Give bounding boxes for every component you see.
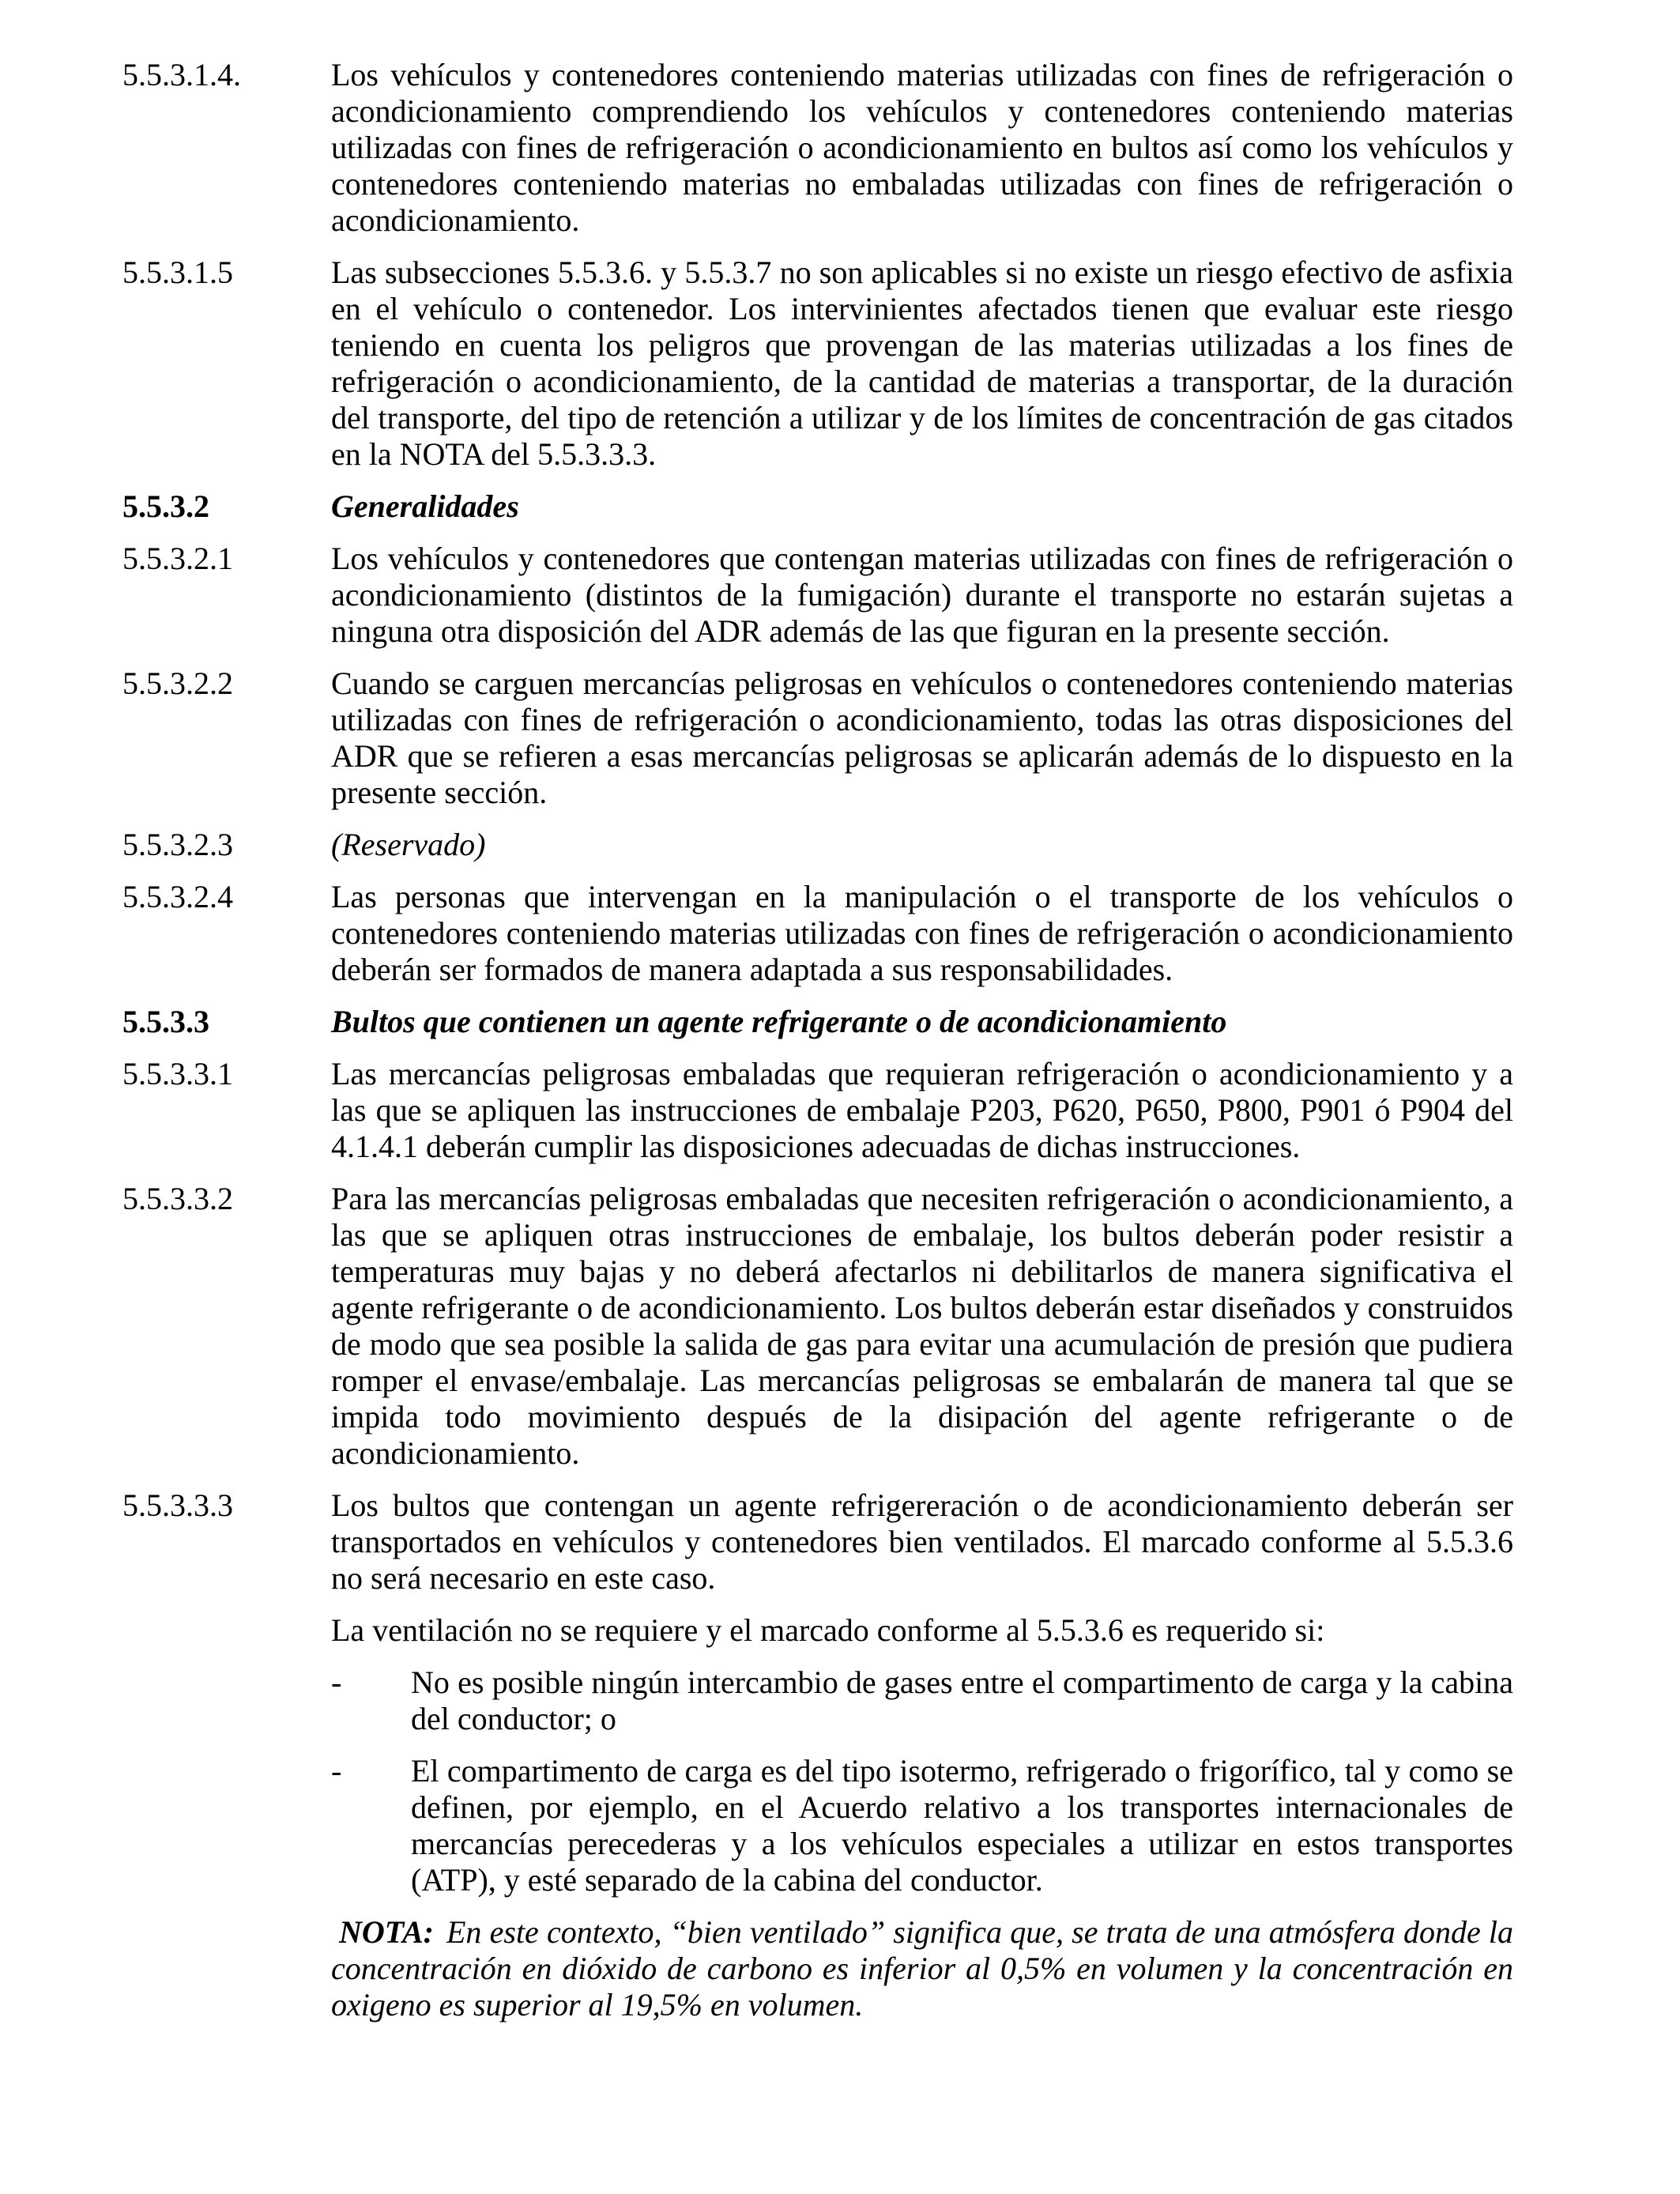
reserved-text: (Reservado) bbox=[331, 827, 486, 862]
list-item bbox=[331, 1753, 1513, 1898]
section-5-5-3-2-3 bbox=[122, 827, 1513, 863]
section-number: 5.5.3.3.1 bbox=[122, 1056, 233, 1091]
section-number: 5.5.3.3.3 bbox=[122, 1487, 233, 1523]
section-text: Las subsecciones 5.5.3.6. y 5.5.3.7 no son aplicables si no existe un riesgo efectivo de asfixia en el vehículo o contenedor. Los intervinientes afectados tienen que evaluar este riesgo teniendo en cuenta los peligros que provengan de las materias utilizadas a los fines de refrigeración o acondicionamiento, de la cantidad de materias a transportar, de la duración del transporte, del tipo de retención a utilizar y de los límites de concentración de gas citados en la NOTA del 5.5.3.3.3. bbox=[331, 254, 1513, 472]
section-number: 5.5.3.2.3 bbox=[122, 827, 233, 862]
section-5-5-3-2-4 bbox=[122, 879, 1513, 988]
section-5-5-3-1-4 bbox=[122, 57, 1513, 239]
section-heading-5-5-3-3 bbox=[122, 1004, 1513, 1040]
section-text: Las mercancías peligrosas embaladas que requieran refrigeración o acondicionamiento y a las que se apliquen las instrucciones de embalaje P203, P620, P650, P800, P901 ó P904 del 4.1.4.1 deberán cumplir las disposiciones adecuadas de dichas instrucciones. bbox=[331, 1056, 1513, 1164]
heading-title: Bultos que contienen un agente refrigerante o de acondicionamiento bbox=[331, 1004, 1227, 1039]
section-5-5-3-1-5 bbox=[122, 254, 1513, 473]
section-heading-5-5-3-2 bbox=[122, 488, 1513, 525]
section-text: Los vehículos y contenedores conteniendo materias utilizadas con fines de refrigeración o acondicionamiento comprendiendo los vehículos y contenedores conteniendo materias utilizadas con fines de refrigeración o acondicionamiento en bultos así como los vehículos y contenedores conteniendo materias no embaladas utilizadas con fines de refrigeración o acondicionamiento. bbox=[331, 57, 1513, 238]
section-5-5-3-3-3 bbox=[122, 1487, 1513, 1596]
heading-number: 5.5.3.2 bbox=[122, 488, 209, 524]
note-text: En este contexto, “bien ventilado” significa que, se trata de una atmósfera donde la concentración en dióxido de carbono es inferior al 0,5% en volumen y la concentración en oxigeno es superior al 19,5% en volumen. bbox=[331, 1914, 1513, 2022]
heading-title: Generalidades bbox=[331, 488, 519, 524]
dash-marker: - bbox=[331, 1664, 342, 1700]
section-text: Los bultos que contengan un agente refrigereración o de acondicionamiento deberán ser transportados en vehículos y contenedores bien ventilados. El marcado conforme al 5.5.3.6 no será necesario en este caso. bbox=[331, 1487, 1513, 1596]
section-text: Para las mercancías peligrosas embaladas que necesiten refrigeración o acondicionamiento, a las que se apliquen otras instrucciones de embalaje, los bultos deberán poder resistir a temperaturas muy bajas y no deberá afectarlos ni debilitarlos de manera significativa el agente refrigerante o de acondicionamiento. Los bultos deberán estar diseñados y construidos de modo que sea posible la salida de gas para evitar una acumulación de presión que pudiera romper el envase/embalaje. Las mercancías peligrosas se embalarán de manera tal que se impida todo movimiento después de la disipación del agente refrigerante o de acondicionamiento. bbox=[331, 1181, 1513, 1471]
list-item-text: El compartimento de carga es del tipo isotermo, refrigerado o frigorífico, tal y como se definen, por ejemplo, en el Acuerdo relativo a los transportes internacionales de mercancías perecederas y a los vehículos especiales a utilizar en estos transportes (ATP), y esté separado de la cabina del conductor. bbox=[411, 1753, 1513, 1898]
note-block bbox=[331, 1914, 1513, 2023]
section-5-5-3-3-1 bbox=[122, 1056, 1513, 1165]
section-number: 5.5.3.2.1 bbox=[122, 541, 233, 576]
dash-marker: - bbox=[331, 1753, 342, 1789]
section-5-5-3-2-1 bbox=[122, 541, 1513, 650]
section-5-5-3-2-2 bbox=[122, 665, 1513, 811]
section-number: 5.5.3.3.2 bbox=[122, 1181, 233, 1216]
list-item bbox=[331, 1664, 1513, 1737]
section-text: Las personas que intervengan en la manipulación o el transporte de los vehículos o contenedores conteniendo materias utilizadas con fines de refrigeración o acondicionamiento deberán ser formados de manera adaptada a sus responsabilidades. bbox=[331, 879, 1513, 987]
list-item-text: No es posible ningún intercambio de gases entre el compartimento de carga y la cabina del conductor; o bbox=[411, 1664, 1513, 1736]
section-number: 5.5.3.1.4. bbox=[122, 57, 241, 92]
section-number: 5.5.3.1.5 bbox=[122, 254, 233, 290]
section-text: Cuando se carguen mercancías peligrosas en vehículos o contenedores conteniendo materias utilizadas con fines de refrigeración o acondicionamiento, todas las otras disposiciones del ADR que se refieren a esas mercancías peligrosas se aplicarán además de lo dispuesto en la presente sección. bbox=[331, 665, 1513, 810]
section-text: Los vehículos y contenedores que contengan materias utilizadas con fines de refrigeración o acondicionamiento (distintos de la fumigación) durante el transporte no estarán sujetas a ninguna otra disposición del ADR además de las que figuran en la presente sección. bbox=[331, 541, 1513, 649]
section-number: 5.5.3.2.2 bbox=[122, 665, 233, 701]
section-5-5-3-3-2 bbox=[122, 1181, 1513, 1472]
section-number: 5.5.3.2.4 bbox=[122, 879, 233, 914]
document-page bbox=[122, 57, 1513, 2023]
heading-number: 5.5.3.3 bbox=[122, 1004, 209, 1039]
ventilation-intro: La ventilación no se requiere y el marcado conforme al 5.5.3.6 es requerido si: bbox=[331, 1612, 1325, 1648]
note-label: NOTA: bbox=[339, 1914, 434, 1950]
